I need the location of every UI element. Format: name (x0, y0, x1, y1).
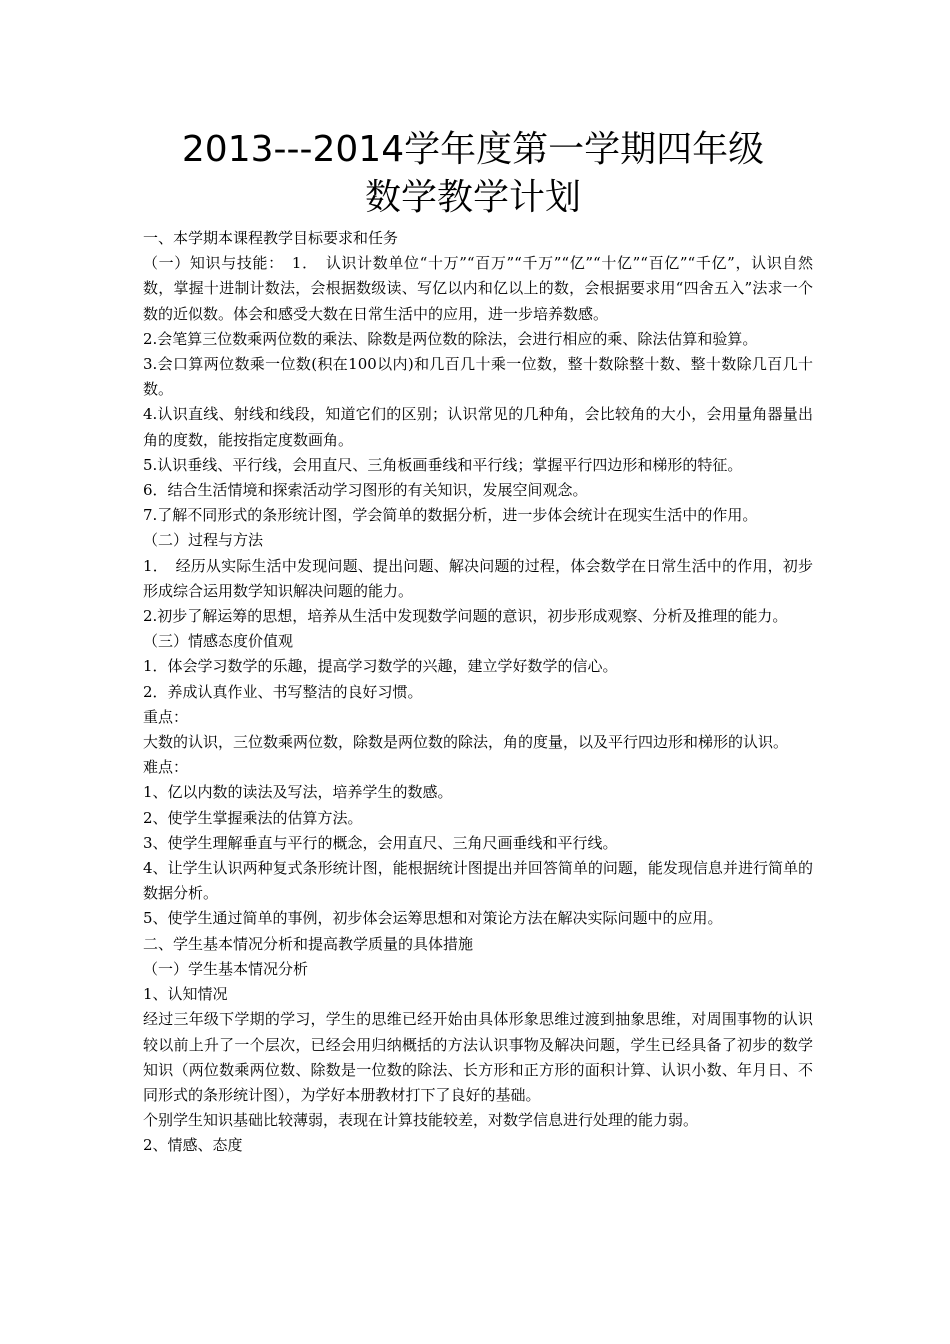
paragraph: （三）情感态度价值观 (143, 632, 294, 651)
paragraph: 6．结合生活情境和探索活动学习图形的有关知识，发展空间观念。 (143, 481, 588, 500)
paragraph: 难点： (143, 758, 189, 777)
paragraph: 4.认识直线、射线和线段，知道它们的区别；认识常见的几种角，会比较角的大小，会用量角器量出角的度数，能按指定度数画角。 (143, 405, 813, 449)
paragraph: 2．养成认真作业、书写整洁的良好习惯。 (143, 682, 423, 701)
document-title-line-2: 数学教学计划 (364, 177, 581, 218)
paragraph: 个别学生知识基础比较薄弱，表现在计算技能较差，对数学信息进行处理的能力弱。 (143, 1111, 699, 1130)
paragraph: 3、使学生理解垂直与平行的概念，会用直尺、三角尺画垂线和平行线。 (143, 833, 618, 852)
document-body (143, 226, 813, 1159)
paragraph: 大数的认识，三位数乘两位数，除数是两位数的除法，角的度量，以及平行四边形和梯形的认识。 (143, 733, 789, 752)
paragraph: 二、学生基本情况分析和提高教学质量的具体措施 (143, 934, 474, 953)
paragraph: 7.了解不同形式的条形统计图，学会简单的数据分析，进一步体会统计在现实生活中的作用。 (143, 506, 758, 525)
paragraph: 4、让学生认识两种复式条形统计图，能根据统计图提出并回答简单的问题，能发现信息并进行简单的数据分析。 (143, 859, 813, 903)
paragraph: 2、使学生掌握乘法的估算方法。 (143, 808, 363, 827)
paragraph: 5、使学生通过简单的事例，初步体会运筹思想和对策论方法在解决实际问题中的应用。 (143, 909, 723, 928)
paragraph: 2.初步了解运筹的思想，培养从生活中发现数学问题的意识，初步形成观察、分析及推理的能力。 (143, 607, 788, 626)
paragraph: 2、情感、态度 (143, 1136, 243, 1155)
paragraph: 3.会口算两位数乘一位数(积在100以内)和几百几十乘一位数，整十数除整十数、整十数除几百几十数。 (143, 355, 813, 399)
document-title-line-1: 2013---2014学年度第一学期四年级 (181, 129, 765, 170)
paragraph: 一、本学期本课程教学目标要求和任务 (143, 229, 399, 247)
paragraph: （一）知识与技能： 1． 认识计数单位“十万”“百万”“千万”“亿”“十亿”“百亿”“千亿”，认识自然数，掌握十进制计数法，会根据数级读、写亿以内和亿以上的数，会根据要求用“四舍五入”法求一个数的近似数。体会和感受大数在日常生活中的应用，进一步培养数感。 (143, 254, 813, 323)
paragraph: 2.会笔算三位数乘两位数的乘法、除数是两位数的除法，会进行相应的乘、除法估算和验算。 (143, 329, 758, 348)
document-page (143, 126, 813, 1159)
paragraph: 1、认知情况 (143, 985, 228, 1004)
paragraph: （二）过程与方法 (143, 531, 264, 550)
paragraph: （一）学生基本情况分析 (143, 959, 309, 978)
paragraph: 经过三年级下学期的学习，学生的思维已经开始由具体形象思维过渡到抽象思维，对周围事物的认识较以前上升了一个层次，已经会用归纳概括的方法认识事物及解决问题，学生已经具备了初步的数学知识（两位数乘两位数、除数是一位数的除法、长方形和正方形的面积计算、认识小数、年月日、不同形式的条形统计图），为学好本册教材打下了良好的基础。 (143, 1010, 813, 1104)
paragraph: 1． 经历从实际生活中发现问题、提出问题、解决问题的过程，体会数学在日常生活中的作用，初步形成综合运用数学知识解决问题的能力。 (143, 556, 813, 600)
paragraph: 重点： (143, 707, 189, 726)
paragraph: 1、亿以内数的读法及写法，培养学生的数感。 (143, 783, 453, 802)
paragraph: 1．体会学习数学的乐趣，提高学习数学的兴趣，建立学好数学的信心。 (143, 657, 618, 676)
paragraph: 5.认识垂线、平行线，会用直尺、三角板画垂线和平行线；掌握平行四边形和梯形的特征。 (143, 455, 743, 474)
